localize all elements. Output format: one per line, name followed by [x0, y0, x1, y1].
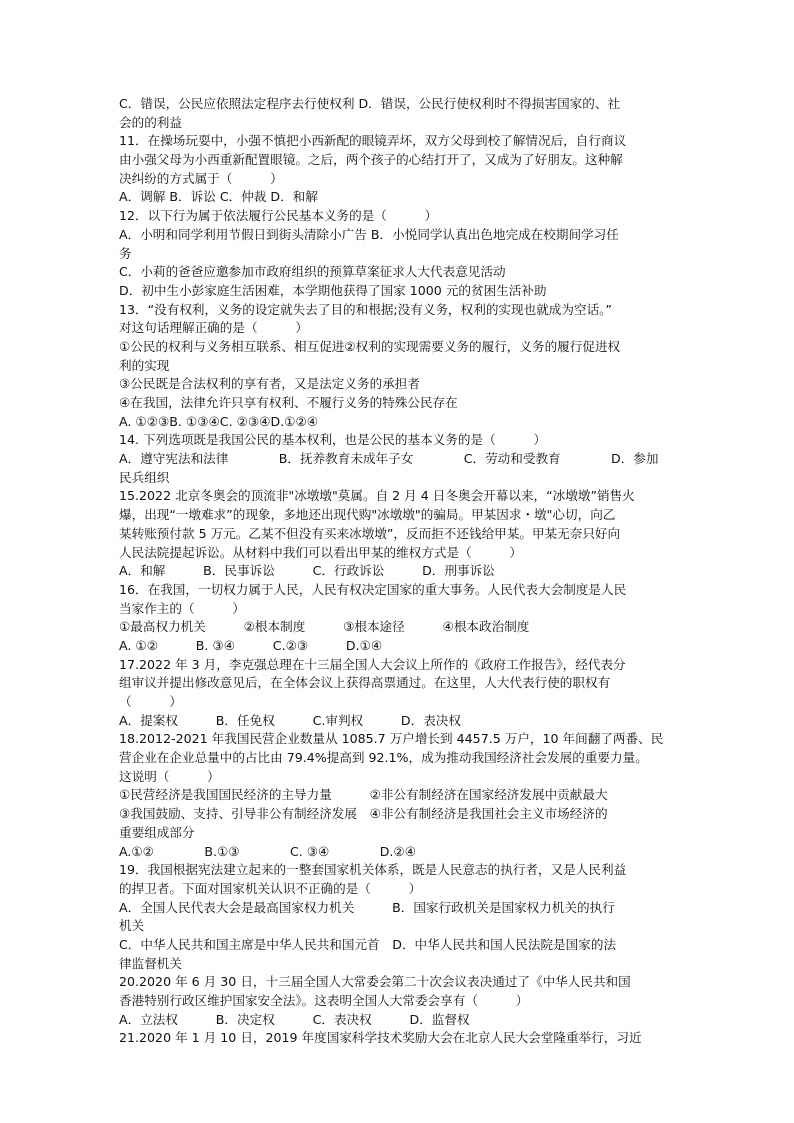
text-line: 这说明（ ）	[119, 768, 220, 784]
text-line: ①民营经济是我国国民经济的主导力量 ②非公有制经济在国家经济发展中贡献最大	[119, 787, 608, 803]
text-line: C．小莉的爸爸应邀参加市政府组织的预算草案征求人大代表意见活动	[119, 264, 506, 280]
question-18: 18.2012-2021 年我国民营企业数量从 1085.7 万户增长到 4457.5 万户，10 年间翻了两番、民	[119, 731, 664, 747]
question-14: 14. 下列选项既是我国公民的基本权利，也是公民的基本义务的是（ ）	[119, 432, 547, 448]
text-line: C．中华人民共和国主席是中华人民共和国元首 D．中华人民共和国人民法院是国家的法	[119, 936, 617, 952]
text-line: ①公民的权利与义务相互联系、相互促进②权利的实现需要义务的履行，义务的履行促进权	[119, 338, 621, 354]
answer-options: A．和解 B．民事诉讼 C．行政诉讼 D．刑事诉讼	[119, 563, 495, 579]
answer-options: A. ①②③B. ①③④C. ②③④D.①②④	[119, 413, 319, 429]
text-line: 当家作主的（ ）	[119, 600, 245, 616]
text-line: ④在我国，法律允许只享有权利、不履行义务的特殊公民存在	[119, 395, 458, 410]
text-line: C．错误，公民应依照法定程序去行使权利 D．错误，公民行使权利时不得损害国家的、社	[119, 96, 621, 111]
text-line: 香港特别行政区维护国家安全法》。这表明全国人大常委会享有（ ）	[119, 993, 529, 1008]
answer-options: A．遵守宪法和法律 B．抚养教育未成年子女 C．劳动和受教育 D．参加	[119, 451, 659, 467]
text-line: （ ）	[119, 694, 182, 709]
text-line: 重要组成部分	[119, 824, 195, 840]
text-line: 务	[119, 245, 132, 261]
text-line: A．全国人民代表大会是最高国家权力机关 B．国家行政机关是国家权力机关的执行	[119, 899, 615, 915]
answer-options: A.①② B.①③ C. ③④ D.②④	[119, 843, 416, 859]
text-line: 组审议并提出修改意见后，在全体会议上获得高票通过。在这里，人大代表行使的职权有	[119, 675, 611, 691]
text-line: 某转账预付款 5 万元。乙某不但没有买来冰墩墩”，反而拒不还钱给甲某。甲某无奈只好向	[119, 525, 621, 541]
question-21: 21.2020 年 1 月 10 日，2019 年度国家科学技术奖励大会在北京人民大会堂隆重举行，习近	[119, 1030, 642, 1046]
question-12: 12．以下行为属于依法履行公民基本义务的是（ ）	[119, 208, 438, 224]
question-19: 19．我国根据宪法建立起来的一整套国家机关体系，既是人民意志的执行者，又是人民利益	[119, 862, 627, 878]
question-13: 13．“没有权利，义务的设定就失去了目的和根据;没有义务，权利的实现也就成为空话。”	[119, 301, 612, 317]
question-20: 20.2020 年 6 月 30 日，十三届全国人大常委会第二十次会议表决通过了《中华人民共和国	[119, 974, 631, 990]
text-line: 人民法院提起诉讼。从材料中我们可以看出甲某的维权方式是（ ）	[119, 544, 522, 560]
text-line: 律监督机关	[119, 955, 182, 971]
text-line: 爆，出现“一墩难求”的现象，多地还出现代购"冰墩墩"的骗局。甲某因求・墩"心切，向乙	[119, 507, 616, 523]
text-line: ①最高权力机关 ②根本制度 ③根本途径 ④根本政治制度	[119, 619, 530, 635]
text-line: 由小强父母为小西重新配置眼镜。之后，两个孩子的心结打开了，又成为了好朋友。这种解	[119, 152, 623, 168]
text-line: 会的的利益	[119, 114, 182, 130]
text-line: 对这句话理解正确的是（ ）	[119, 320, 308, 336]
question-17: 17.2022 年 3 月，李克强总理在十三届全国人大会议上所作的《政府工作报告》，经代表分	[119, 656, 626, 672]
question-15: 15.2022 北京冬奥会的顶流非"冰墩墩"莫属。自 2 月 4 日冬奥会开幕以来，“冰墩墩”销售火	[119, 488, 635, 504]
answer-options: A．调解 B．诉讼 C．仲裁 D．和解	[119, 189, 318, 205]
text-line: D．初中生小彭家庭生活困难，本学期他获得了国家 1000 元的贫困生活补助	[119, 282, 547, 298]
text-line: A．小明和同学利用节假日到街头清除小广告 B．小悦同学认真出色地完成在校期间学习任	[119, 226, 619, 242]
text-line: 的捍卫者。下面对国家机关认识不正确的是（ ）	[119, 880, 422, 896]
text-line: 营企业在企业总量中的占比由 79.4%提高到 92.1%，成为推动我国经济社会发展的重要力量。	[119, 750, 648, 766]
answer-options: A．立法权 B．决定权 C．表决权 D．监督权	[119, 1011, 470, 1027]
text-line: 机关	[119, 918, 145, 934]
text-line: 利的实现	[119, 357, 170, 373]
text-line: 决纠纷的方式属于（ ）	[119, 170, 283, 186]
text-line: 民兵组织	[119, 469, 170, 485]
question-16: 16．在我国，一切权力属于人民，人民有权决定国家的重大事务。人民代表大会制度是人民	[119, 581, 627, 597]
question-11: 11．在操场玩耍中，小强不慎把小西新配的眼镜弄坏，双方父母到校了解情况后，自行商议	[119, 133, 627, 149]
text-line: ③我国鼓励、支持、引导非公有制经济发展 ④非公有制经济是我国社会主义市场经济的	[119, 806, 608, 822]
answer-options: A. ①② B. ③④ C.②③ D.①④	[119, 637, 383, 653]
exam-page	[119, 95, 679, 1048]
answer-options: A．提案权 B．任免权 C.审判权 D．表决权	[119, 712, 461, 728]
text-line: ③公民既是合法权利的享有者，又是法定义务的承担者	[119, 376, 420, 392]
